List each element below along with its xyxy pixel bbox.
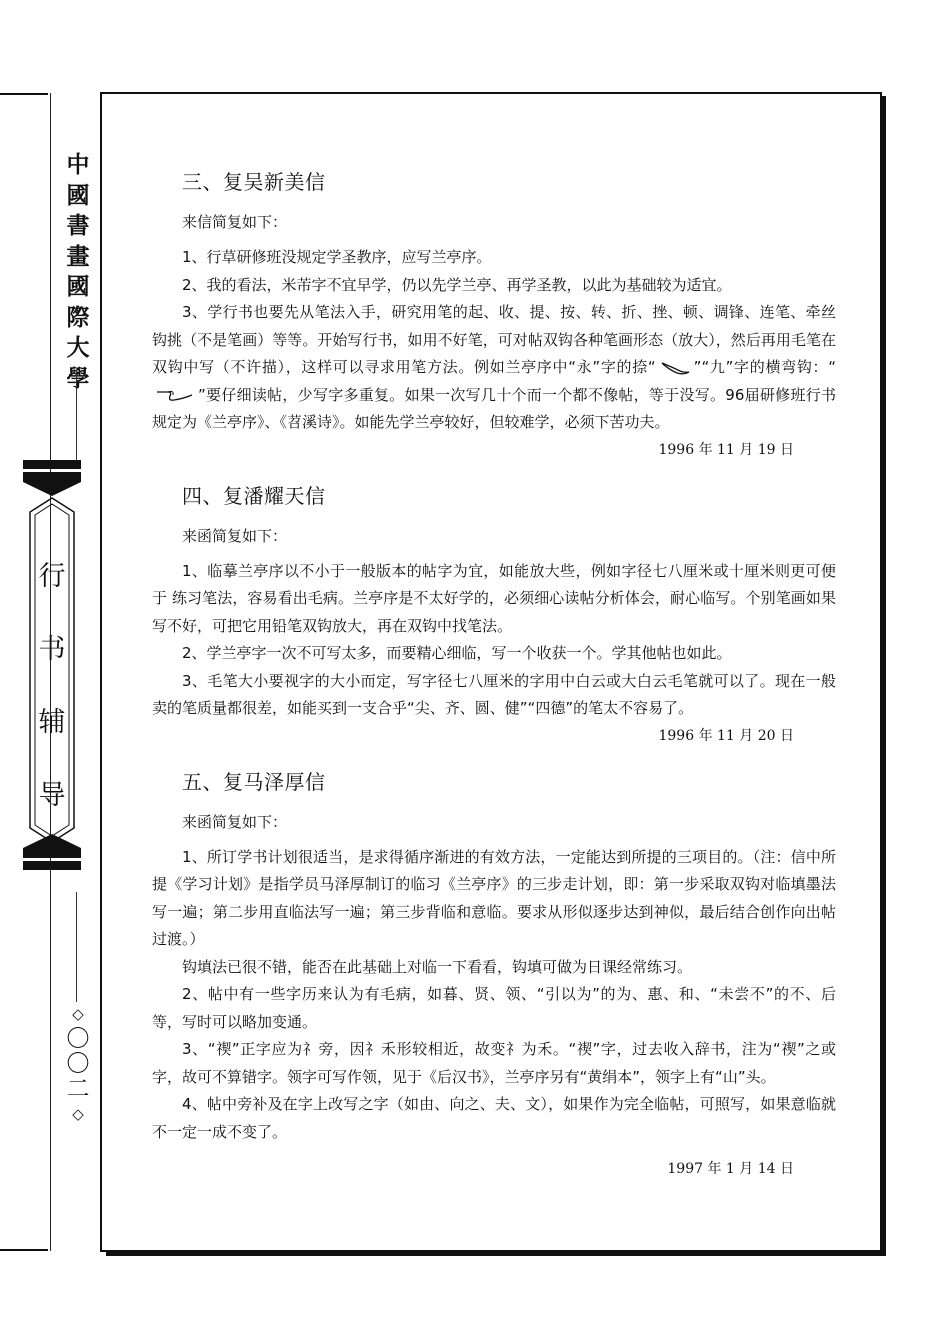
section-heading: 三、复吴新美信 [182, 170, 326, 194]
brush-stroke-gou-glyph [154, 386, 196, 404]
top-rule-line [0, 93, 48, 95]
book-title [20, 540, 84, 832]
letter-date: 1997 年 1 月 14 日 [667, 1161, 794, 1177]
paragraph-text: ”“九”字的横弯钩：“ [693, 358, 836, 376]
university-name [58, 150, 98, 394]
page-number-char: ◇ [72, 1005, 84, 1023]
university-char: 書 [66, 212, 90, 239]
paragraph: 1、临摹兰亭序以不小于一般版本的帖字为宜，如能放大些，例如字径七八厘米或十厘米则更可便于 练习笔法，容易看出毛病。兰亭序是不太好学的，必须细心读帖分析体会，耐心临写。个别笔画如果写不好，可把它用铅笔双钩放大，再在双钩中找笔法。 [152, 561, 836, 635]
letter-date: 1996 年 11 月 19 日 [658, 441, 794, 458]
university-char: 大 [66, 334, 90, 361]
paragraph: 2、帖中有一些字历来认为有毛病，如暮、贤、领、“引以为”的为、惠、和、“未尝不”的不、后等，写时可以略加变通。 [152, 985, 836, 1031]
book-title-char: 书 [38, 634, 66, 665]
paragraph-text: ”要仔细读帖，少写字多重复。如果一次写几十个而一个都不像帖，等于没写。96届研修班行书规定为《兰亭序》、《苕溪诗》。如能先学兰亭较好，但较难学，必须下苦功夫。 [152, 385, 836, 431]
page-number [58, 1002, 98, 1127]
paragraph: 1、所订学书计划很适当，是求得循序渐进的有效方法，一定能达到所提的三项目的。（注：信中所提《学习计划》是指学员马泽厚制订的临习《兰亭序》的三步走计划，即：第一步采取双钩对临填墨法写一遍；第二步用直临法写一遍；第三步背临和意临。要求从形似逐步达到神似，最后结合创作向出帖过渡。） [152, 847, 836, 948]
sidebar-divider-lower [76, 892, 77, 1002]
paragraph: 钩填法已很不错，能否在此基础上对临一下看看，钩填可做为日课经常练习。 [182, 957, 693, 976]
page-number-char: 二 [66, 1076, 90, 1102]
section-heading: 五、复马泽厚信 [182, 769, 326, 794]
section-lead: 来函简复如下： [182, 812, 288, 831]
paragraph: 4、帖中旁补及在字上改写之字（如由、向之、夫、文），如果作为完全临帖，可照写，如果意临就不一定一成不变了。 [152, 1095, 836, 1141]
paragraph: 2、我的看法，米芾字不宜早学，仍以先学兰亭、再学圣教，以此为基础较为适宜。 [182, 275, 732, 294]
book-title-char: 导 [38, 780, 66, 811]
bottom-rule-line [0, 1249, 48, 1251]
paragraph: 3、“禊”正字应为礻旁，因礻禾形较相近，故变礻为禾。“禊”字，过去收入辞书，注为“禊”之或字，故可不算错字。领字可写作领，见于《后汉书》，兰亭序另有“黄绢本”，领字上有“山”头。 [152, 1040, 836, 1086]
university-char: 際 [66, 303, 90, 331]
university-char: 國 [66, 181, 90, 209]
university-char: 國 [66, 273, 90, 300]
letters-content [152, 166, 836, 1199]
paragraph: 2、学兰亭字一次不可写太多，而要精心细临，写一个收获一个。学其他帖也如此。 [182, 644, 732, 662]
letter-date: 1996 年 11 月 20 日 [658, 727, 794, 744]
section-heading: 四、复潘耀天信 [182, 483, 326, 508]
page-number-char: ◇ [72, 1105, 84, 1123]
paragraph-text: 3、学行书也要先从笔法入手，研究用笔的起、收、提、按、转、折、挫、顿、调锋、连笔、牵丝钩挑（不是笔画）等等。开始写行书，如用不好笔，可对帖双钩各种笔画形态（放大），然后再用毛笔在双钩中写（不许描），这样可以寻求用笔方法。例如兰亭序中“永”字的捺“ [152, 303, 836, 376]
brush-stroke-na-glyph [658, 360, 692, 376]
section-lead: 来信简复如下： [182, 213, 288, 231]
page-number-char: 〇 [66, 1051, 90, 1077]
book-title-char: 辅 [38, 707, 66, 738]
paragraph: 3、毛笔大小要视字的大小而定，写字径七八厘米的字用中白云或大白云毛笔就可以了。现在一般卖的笔质量都很差，如能买到一支合乎“尖、齐、圆、健”“四德”的笔太不容易了。 [152, 671, 836, 717]
paragraph [152, 299, 836, 437]
university-char: 畫 [66, 242, 90, 270]
book-title-char: 行 [38, 561, 66, 592]
university-char: 學 [66, 364, 90, 392]
paragraph: 1、行草研修班没规定学圣教序，应写兰亭序。 [182, 248, 492, 266]
sidebar-divider-upper [76, 372, 77, 462]
section-lead: 来函简复如下： [182, 526, 288, 545]
university-char: 中 [66, 151, 90, 178]
page-number-char: 〇 [66, 1026, 90, 1052]
